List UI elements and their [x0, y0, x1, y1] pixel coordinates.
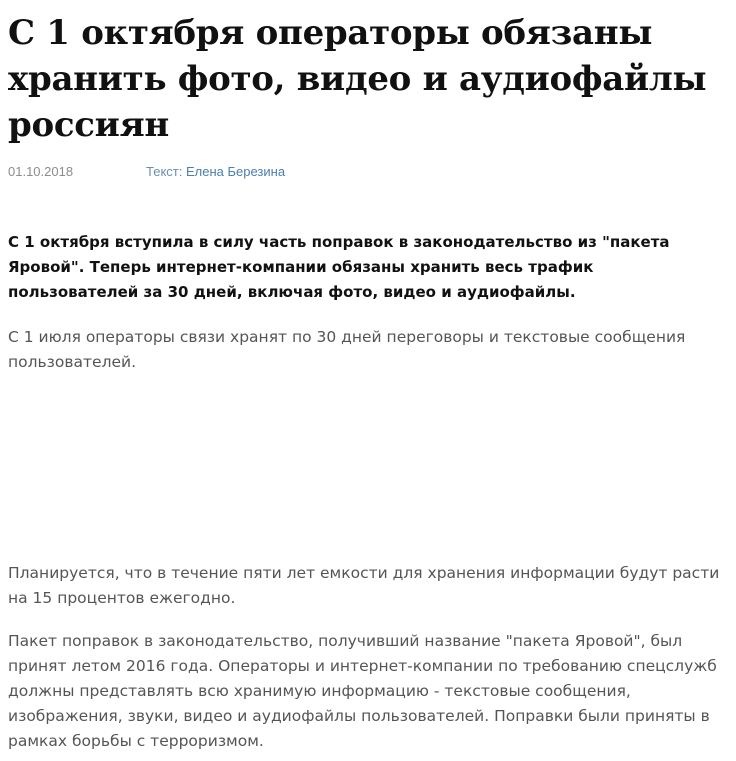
article-title: С 1 октября операторы обязаны хранить фото, видео и аудиофайлы россиян [8, 13, 707, 145]
article-paragraph: Планируется, что в течение пяти лет емкости для хранения информации будут расти на 15 процентов ежегодно. [8, 564, 720, 607]
article-meta [8, 163, 723, 181]
article [8, 0, 723, 750]
byline [146, 163, 285, 181]
article-lead: С 1 октября вступила в силу часть поправок в законодательство из "пакета Яровой". Теперь интернет-компании обязаны хранить весь трафик пользователей за 30 дней, включая фото, видео и аудиофайлы. [8, 233, 670, 301]
byline-label: Текст: [146, 164, 183, 179]
publication-date: 01.10.2018 [8, 164, 74, 179]
author-link[interactable]: Елена Березина [185, 164, 286, 179]
article-paragraph: С 1 июля операторы связи хранят по 30 дней переговоры и текстовые сообщения пользователей. [8, 328, 686, 371]
article-paragraph: Пакет поправок в законодательство, получивший название "пакета Яровой", был принят летом 2016 года. Операторы и интернет-компании по требованию спецслужб должны представлять всю хранимую информацию - текстовые сообщения, изображения, звуки, видео и аудиофайлы пользователей. Поправки были приняты в рамках борьбы с терроризмом. [8, 632, 717, 750]
